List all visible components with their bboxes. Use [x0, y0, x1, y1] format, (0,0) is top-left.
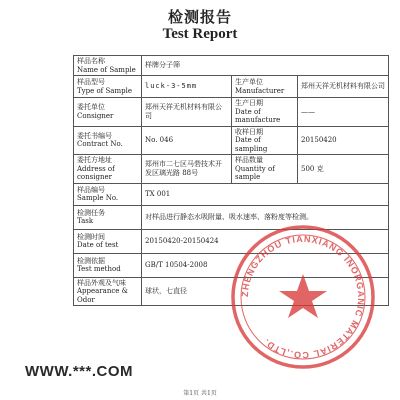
label-cell: [74, 253, 142, 277]
label-cn: 检测依据: [77, 256, 105, 265]
label-en: Sample No.: [77, 194, 119, 202]
label-en: Quantity of sample: [235, 164, 275, 181]
label-cn: 样品外观及气味: [77, 278, 126, 287]
label-cn: 委托书编号: [77, 131, 112, 140]
table-row: [74, 155, 389, 184]
label-cn: 检测任务: [77, 208, 105, 217]
label-cell: [232, 98, 298, 127]
test-date-value: 20150420-20150424: [142, 229, 389, 253]
label-cn: 生产日期: [235, 99, 263, 107]
label-cell: [74, 205, 142, 229]
report-title-cn: 检测报告: [167, 8, 232, 26]
label-cn: 委托方地址: [77, 156, 112, 164]
label-cell: [232, 126, 298, 155]
consigner-value: 郑州天祥无机材料有限公司: [142, 98, 232, 127]
label-en: Type of Sample: [77, 86, 132, 95]
label-en: Manufacturer: [235, 86, 285, 95]
footer-website: WWW.***.COM: [25, 363, 133, 380]
label-cell: [74, 229, 142, 253]
label-en: Date of test: [77, 241, 119, 249]
company-seal-stamp: [228, 222, 378, 372]
label-cell: [232, 155, 298, 184]
label-cn: 检测时间: [77, 232, 105, 241]
label-en: Appearance & Odor: [77, 287, 128, 304]
contract-no-value: No. 046: [142, 126, 232, 155]
appearance-value: 球状，七直径: [142, 277, 389, 306]
task-value: 对样品进行静态水吸附量、吸水速率、落粉度等检测。: [142, 205, 389, 229]
label-en: Task: [77, 217, 94, 225]
label-cn: 样品编号: [77, 185, 105, 194]
page-number: 第1页 共1页: [183, 390, 217, 397]
label-cell: [74, 56, 142, 76]
table-row: [74, 98, 389, 127]
label-cell: [74, 98, 142, 127]
seal-ring-text: ZHENGZHOU TIANXIANG INORGANIC MATERIAL CO.,LTD.: [239, 233, 367, 361]
quantity-value: 500 克: [298, 155, 389, 184]
sample-no-value: TX 001: [142, 183, 389, 205]
manufacture-date-value: ——: [298, 98, 389, 127]
label-cell: [74, 76, 142, 98]
label-en: Test method: [77, 265, 121, 273]
table-row: [74, 56, 389, 76]
label-en: Name of Sample: [77, 65, 136, 74]
label-cn: 样品型号: [77, 78, 105, 86]
label-en: Contract No.: [77, 140, 123, 149]
label-cn: 样品数量: [235, 156, 263, 164]
label-cn: 生产单位: [235, 78, 263, 86]
seal-star-icon: [279, 274, 327, 318]
label-cell: [74, 183, 142, 205]
sample-name-value: 样牌分子筛: [142, 56, 389, 76]
sample-type-value: luck-3-5mm: [142, 76, 232, 98]
label-cn: 样品名称: [77, 57, 105, 65]
label-en: Address of consigner: [77, 164, 115, 181]
label-cell: [74, 155, 142, 184]
label-cn: 委托单位: [77, 103, 105, 112]
label-en: Consigner: [77, 111, 114, 120]
sampling-date-value: 20150420: [298, 126, 389, 155]
table-row: [74, 126, 389, 155]
manufacturer-value: 郑州天祥无机材料有限公司: [298, 76, 389, 98]
table-row: [74, 183, 389, 205]
table-row: [74, 76, 389, 98]
label-en: Date of manufacture: [235, 107, 281, 124]
label-cell: [74, 277, 142, 306]
test-method-value: GB/T 10504-2008: [142, 253, 389, 277]
label-cn: 收样日期: [235, 127, 263, 136]
report-title-en: Test Report: [162, 26, 238, 42]
label-cell: [232, 76, 298, 98]
address-value: 郑州市二七区马砦技术开发区璃光路 88号: [142, 155, 232, 184]
label-en: Date of sampling: [235, 136, 268, 153]
label-cell: [74, 126, 142, 155]
